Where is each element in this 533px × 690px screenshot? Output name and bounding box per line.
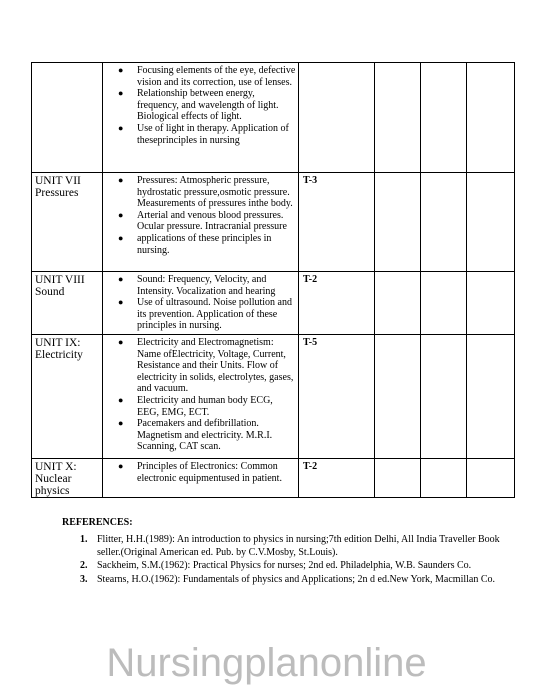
bullet-icon: ● — [118, 65, 124, 75]
reference-text: Sackheim, S.M.(1962): Practical Physics for nurses; 2nd ed. Philadelphia, W.B. Saunders Co. — [97, 560, 472, 572]
topic-list — [103, 337, 298, 453]
reference-item — [62, 574, 502, 587]
empty-cell — [467, 272, 515, 335]
reference-item — [62, 534, 502, 559]
list-item: ● Principles of Electronics: Common electronic equipmentused in patient. — [118, 461, 282, 484]
bullet-icon: ● — [118, 232, 124, 243]
bullet-icon: ● — [118, 274, 124, 284]
empty-cell — [421, 459, 467, 498]
bullet-icon: ● — [118, 175, 124, 185]
unit-cell: UNIT X: Nuclear physics — [32, 459, 103, 498]
reference-number: 3. — [80, 573, 88, 585]
list-item: ● Use of light in therapy. Application of theseprinciples in nursing — [118, 122, 289, 146]
topic-list — [103, 65, 298, 146]
content-cell — [103, 173, 299, 272]
empty-cell — [375, 63, 421, 173]
empty-cell — [421, 335, 467, 459]
bullet-icon: ● — [118, 209, 124, 220]
list-item: ● Relationship between energy, frequency, and wavelength of light. Biological effects of light. — [118, 88, 279, 123]
bullet-icon: ● — [118, 394, 124, 405]
hours-cell: T-2 — [299, 272, 375, 335]
syllabus-table — [31, 62, 515, 498]
empty-cell — [375, 335, 421, 459]
empty-cell — [375, 272, 421, 335]
reference-number: 2. — [80, 560, 88, 572]
content-cell — [103, 335, 299, 459]
hours-cell: T-5 — [299, 335, 375, 459]
bullet-icon: ● — [118, 337, 124, 347]
empty-cell — [467, 459, 515, 498]
reference-item — [62, 560, 502, 573]
empty-cell — [421, 63, 467, 173]
list-item: ● Use of ultrasound. Noise pollution and its prevention. Application of these principles in nursing. — [118, 297, 292, 332]
unit-cell — [32, 63, 103, 173]
list-item: ● Focusing elements of the eye, defective vision and its correction, use of lenses. — [118, 65, 296, 88]
list-item: ● Electricity and human body ECG, EEG, EMG, ECT. — [118, 394, 273, 418]
unit-cell: UNIT IX: Electricity — [32, 335, 103, 459]
table-row — [32, 335, 515, 459]
references-heading: REFERENCES: — [62, 517, 133, 528]
bullet-icon: ● — [118, 297, 124, 308]
references-list — [62, 534, 502, 586]
unit-cell: UNIT VII Pressures — [32, 173, 103, 272]
bullet-icon: ● — [118, 461, 124, 471]
hours-cell: T-3 — [299, 173, 375, 272]
empty-cell — [421, 272, 467, 335]
references-section — [62, 517, 502, 587]
list-item: ● applications of these principles in nursing. — [118, 232, 272, 256]
hours-cell: T-2 — [299, 459, 375, 498]
bullet-icon: ● — [118, 88, 124, 99]
bullet-icon: ● — [118, 418, 124, 429]
table-row — [32, 272, 515, 335]
content-cell — [103, 272, 299, 335]
reference-text: Flitter, H.H.(1989): An introduction to physics in nursing;7th edition Delhi, All India Traveller Book seller.(Original American ed. Pub. by C.V.Mosby, St.Louis). — [97, 534, 500, 558]
list-item: ● Arterial and venous blood pressures. Ocular pressure. Intracranial pressure — [118, 209, 287, 233]
content-cell — [103, 63, 299, 173]
topic-list — [103, 274, 298, 332]
reference-number: 1. — [80, 534, 88, 545]
empty-cell — [421, 173, 467, 272]
content-cell — [103, 459, 299, 498]
list-item: ● Pressures: Atmospheric pressure, hydrostatic pressure,osmotic pressure. Measurements of pressures inthe body. — [118, 175, 293, 210]
empty-cell — [375, 173, 421, 272]
empty-cell — [467, 173, 515, 272]
list-item: ● Pacemakers and defibrillation. Magnetism and electricity. M.R.I. Scanning, CAT scan. — [118, 418, 273, 453]
empty-cell — [375, 459, 421, 498]
watermark-text: Nursingplanonline — [106, 641, 427, 685]
unit-cell: UNIT VIII Sound — [32, 272, 103, 335]
reference-text: Stearns, H.O.(1962): Fundamentals of physics and Applications; 2n d ed.New York, Macmillan Co. — [97, 573, 496, 585]
bullet-icon: ● — [118, 122, 124, 133]
hours-cell — [299, 63, 375, 173]
table-row — [32, 459, 515, 498]
empty-cell — [467, 335, 515, 459]
table-row — [32, 63, 515, 173]
topic-list — [103, 175, 298, 256]
list-item: ● Sound: Frequency, Velocity, and Intensity. Vocalization and hearing — [118, 274, 276, 297]
empty-cell — [467, 63, 515, 173]
list-item: ● Electricity and Electromagnetism: Name ofElectricity, Voltage, Current, Resistance and their Units. Flow of electricity in solids, electrolytes, gases, and vacuum. — [118, 337, 294, 395]
table-row — [32, 173, 515, 272]
topic-list — [103, 461, 298, 484]
